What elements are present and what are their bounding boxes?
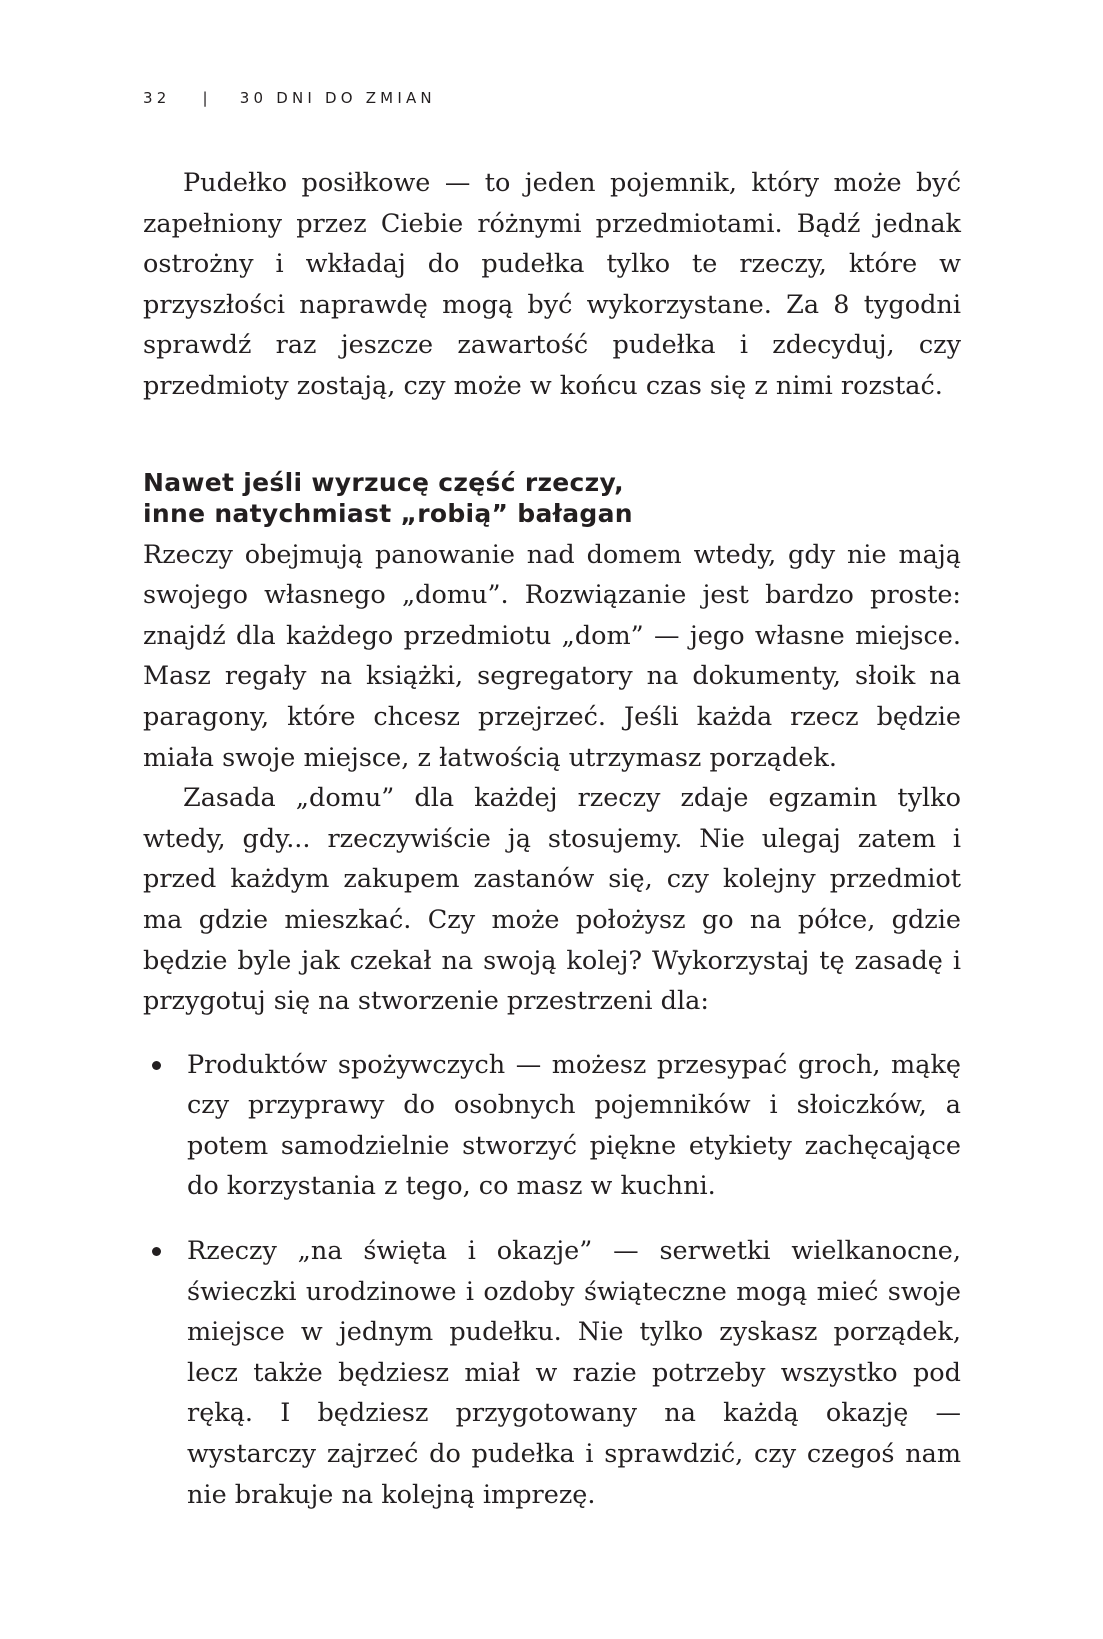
bullet-icon (152, 1247, 161, 1256)
list-item (143, 1231, 961, 1515)
page-number: 32 (143, 89, 171, 107)
body-paragraph-2: Zasada „domu” dla każdej rzeczy zdaje egzamin tylko wtedy, gdy... rzeczywiście ją stosujemy. Nie ulegaj zatem i przed każdym zakupem zastanów się, czy kolejny przedmiot ma gdzie mieszkać. Czy może położysz go na półce, gdzie będzie byle jak czekał na swoją kolej? Wykorzystaj tę zasadę i przygotuj się na stworzenie przestrzeni dla: (143, 783, 961, 1017)
bullet-list (143, 1045, 961, 1516)
list-item-text: Produktów spożywczych — możesz przesypać groch, mąkę czy przyprawy do osobnych pojemników i słoiczków, a potem samodzielnie stworzyć piękne etykiety zachęcające do korzystania z tego, co masz w kuchni. (187, 1049, 961, 1202)
bullet-icon (152, 1061, 161, 1070)
header-separator: | (202, 89, 212, 107)
book-title: 30 DNI DO ZMIAN (239, 89, 436, 107)
list-item (143, 1045, 961, 1207)
section-heading-line-2: inne natychmiast „robią” bałagan (143, 498, 633, 528)
list-item-text: Rzeczy „na święta i okazje” — serwetki wielkanocne, świeczki urodzinowe i ozdoby świąteczne mogą mieć swoje miejsce w jednym pudełku. Nie tylko zyskasz porządek, lecz także będziesz miał w razie potrzeby wszystko pod ręką. I będziesz przygotowany na każdą okazję — wystarczy zajrzeć do pudełka i sprawdzić, czy czegoś nam nie brakuje na kolejną imprezę. (187, 1236, 961, 1510)
section-heading (143, 467, 961, 529)
page-body (143, 163, 961, 1539)
body-paragraph-1: Rzeczy obejmują panowanie nad domem wtedy, gdy nie mają swojego własnego „domu”. Rozwiązanie jest bardzo proste: znajdź dla każdego przedmiotu „dom” — jego własne miejsce. Masz regały na książki, segregatory na dokumenty, słoik na paragony, które chcesz przejrzeć. Jeśli każda rzecz będzie miała swoje miejsce, z łatwością utrzymasz porządek. (143, 539, 961, 773)
section-heading-line-1: Nawet jeśli wyrzucę część rzeczy, (143, 467, 624, 497)
intro-paragraph: Pudełko posiłkowe — to jeden pojemnik, który może być zapełniony przez Ciebie różnymi przedmiotami. Bądź jednak ostrożny i wkładaj do pudełka tylko te rzeczy, które w przyszłości naprawdę mogą być wykorzystane. Za 8 tygodni sprawdź raz jeszcze zawartość pudełka i zdecyduj, czy przedmioty zostają, czy może w końcu czas się z nimi rozstać. (143, 168, 961, 401)
running-head (143, 89, 436, 107)
